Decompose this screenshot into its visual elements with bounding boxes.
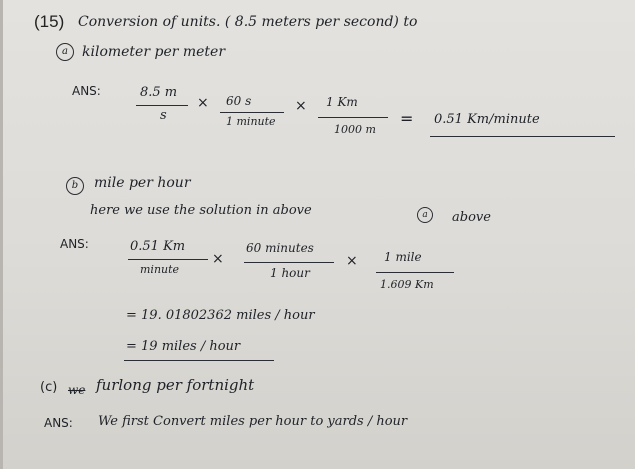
part-b-fraction-1-bar (128, 259, 208, 260)
part-a-fraction-2-bar (220, 112, 284, 113)
part-c-title: furlong per fortnight (96, 376, 255, 394)
part-a-result-underline (430, 136, 615, 137)
part-b-fraction-3-bar (376, 272, 454, 273)
part-a-result: 0.51 Km/minute (434, 112, 540, 127)
part-b-fraction-2-bar (244, 262, 334, 263)
part-a-fraction-2-numerator: 60 s (226, 94, 252, 108)
part-b-result-underline (124, 360, 274, 361)
part-b-times-2: × (346, 253, 358, 269)
part-a-fraction-3-numerator: 1 Km (326, 95, 358, 109)
part-b-result-line-2: = 19 miles / hour (126, 339, 241, 354)
part-b-fraction-2-denominator: 1 hour (270, 266, 310, 280)
part-b-fraction-1-denominator: minute (140, 263, 180, 276)
part-b-note: here we use the solution in above (90, 203, 312, 218)
part-a-times-2: × (295, 98, 307, 114)
problem-number: (15) (34, 12, 65, 31)
part-c-ans-label: ANS: (44, 416, 73, 430)
part-a-marker: a (56, 43, 74, 61)
part-a-fraction-2-denominator: 1 minute (226, 115, 276, 128)
part-a-equals: = (400, 109, 414, 128)
part-a-fraction-1-denominator: s (160, 108, 167, 123)
part-b-fraction-2-numerator: 60 minutes (246, 241, 314, 255)
problem-statement-line-1: Conversion of units. ( 8.5 meters per second) to (78, 14, 418, 30)
part-a-fraction-3-denominator: 1000 m (334, 123, 376, 136)
part-c-struck-word: we (68, 383, 86, 397)
part-b-times-1: × (212, 251, 224, 267)
part-b-result-line-1: = 19. 01802362 miles / hour (126, 308, 315, 323)
part-a-fraction-1-bar (136, 105, 188, 106)
part-b-title: mile per hour (94, 175, 191, 191)
part-b-note-ref-marker: a (417, 207, 433, 223)
part-a-ans-label: ANS: (72, 84, 101, 98)
part-b-fraction-1-numerator: 0.51 Km (130, 239, 186, 254)
part-a-fraction-1-numerator: 8.5 m (140, 85, 178, 100)
part-a-fraction-3-bar (318, 117, 388, 118)
part-c-marker: (c) (40, 380, 58, 395)
part-b-fraction-3-numerator: 1 mile (384, 250, 422, 264)
problem-statement-line-2: kilometer per meter (82, 44, 226, 60)
part-b-ans-label: ANS: (60, 237, 89, 251)
part-b-marker: b (66, 177, 84, 195)
part-c-answer-text: We first Convert miles per hour to yards / hour (98, 414, 408, 429)
part-b-fraction-3-denominator: 1.609 Km (380, 278, 434, 291)
part-a-times-1: × (197, 95, 209, 111)
part-b-note-end: above (452, 210, 491, 225)
